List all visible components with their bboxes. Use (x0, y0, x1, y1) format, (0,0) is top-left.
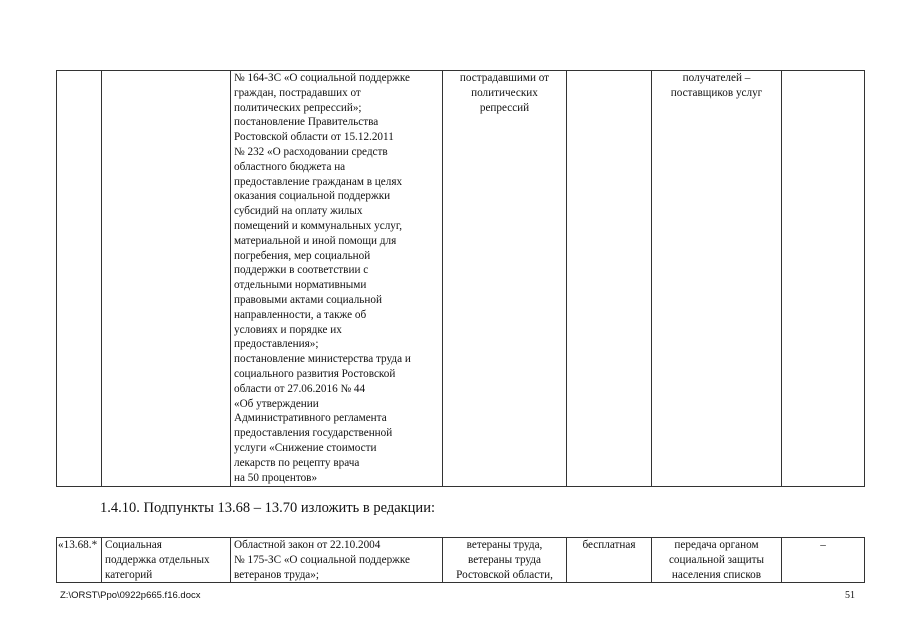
cell-number: «13.68.* (57, 538, 102, 583)
text-line: № 164-ЗС «О социальной поддержке (234, 72, 411, 84)
text-line: предоставления»; (234, 338, 319, 351)
text-line: социального развития Ростовской (234, 367, 396, 380)
section-heading: 1.4.10. Подпункты 13.68 – 13.70 изложить в редакции: (100, 500, 435, 516)
text-line: ветеранов труда»; (234, 568, 319, 581)
cell-procedure (652, 71, 782, 487)
text-line: услуги «Снижение стоимости (234, 441, 377, 454)
text-line: отдельными нормативными (234, 279, 367, 292)
text-line: населения списков (671, 568, 762, 581)
cell-note (782, 71, 865, 487)
footer-file-path: Z:\ORST\Ppo\0922p665.f16.docx (60, 590, 201, 601)
text-line: поддержки в соответствии с (234, 264, 369, 277)
text-line: помещений и коммунальных услуг, (234, 219, 403, 232)
table-row (57, 71, 865, 487)
text-line: получателей – (682, 72, 751, 84)
text-line: постановление министерства труда и (234, 353, 411, 366)
cell-procedure (652, 538, 782, 583)
text-line: лекарств по рецепту врача (234, 456, 360, 469)
table-row (57, 538, 865, 583)
text-line: передача органом (674, 539, 759, 551)
cell-legal-basis (231, 538, 443, 583)
text-line: Областной закон от 22.10.2004 (234, 539, 381, 551)
cell-recipients (443, 538, 567, 583)
text-line: Социальная (105, 539, 162, 551)
cell-number (57, 71, 102, 487)
text-line: оказания социальной поддержки (234, 190, 391, 203)
text-line: постановление Правительства (234, 116, 379, 129)
text-line: № 175-ЗС «О социальной поддержке (234, 553, 411, 566)
cell-name (102, 71, 231, 487)
text-line: Административного регламента (234, 412, 387, 425)
continued-table (56, 70, 865, 487)
cell-recipients (443, 71, 567, 487)
text-line: категорий (105, 568, 153, 581)
cell-note: – (782, 538, 865, 583)
text-line: репрессий (479, 101, 530, 114)
text-line: материальной и иной помощи для (234, 234, 397, 247)
cell-name (102, 538, 231, 583)
text-line: субсидий на оплату жилых (234, 205, 363, 218)
text-line: политических репрессий»; (234, 101, 362, 114)
new-subclauses-table (56, 537, 865, 583)
text-line: Ростовской области от 15.12.2011 (234, 131, 394, 144)
cell-payment (567, 71, 652, 487)
cell-legal-basis (231, 71, 443, 487)
text-line: № 232 «О расходовании средств (234, 145, 388, 158)
text-line: правовыми актами социальной (234, 293, 382, 306)
text-line: условиях и порядке их (234, 323, 342, 336)
text-line: ветераны труда, (466, 539, 543, 551)
text-line: граждан, пострадавших от (234, 86, 361, 99)
text-line: Ростовской области, (456, 568, 553, 581)
text-line: пострадавшими от (459, 72, 550, 84)
text-line: поддержка отдельных (105, 553, 210, 566)
text-line: областного бюджета на (234, 160, 346, 173)
text-line: погребения, мер социальной (234, 249, 371, 262)
page-number: 51 (845, 590, 855, 601)
text-line: ветераны труда (468, 553, 541, 566)
cell-payment: бесплатная (567, 538, 652, 583)
text-line: «Об утверждении (234, 397, 319, 410)
text-line: на 50 процентов» (234, 471, 318, 484)
text-line: предоставления государственной (234, 427, 393, 440)
text-line: социальной защиты (668, 553, 765, 566)
text-line: направленности, а также об (234, 308, 367, 321)
text-line: предоставление гражданам в целях (234, 175, 403, 188)
text-line: поставщиков услуг (670, 86, 763, 99)
text-line: области от 27.06.2016 № 44 (234, 382, 366, 395)
text-line: политических (471, 86, 538, 99)
